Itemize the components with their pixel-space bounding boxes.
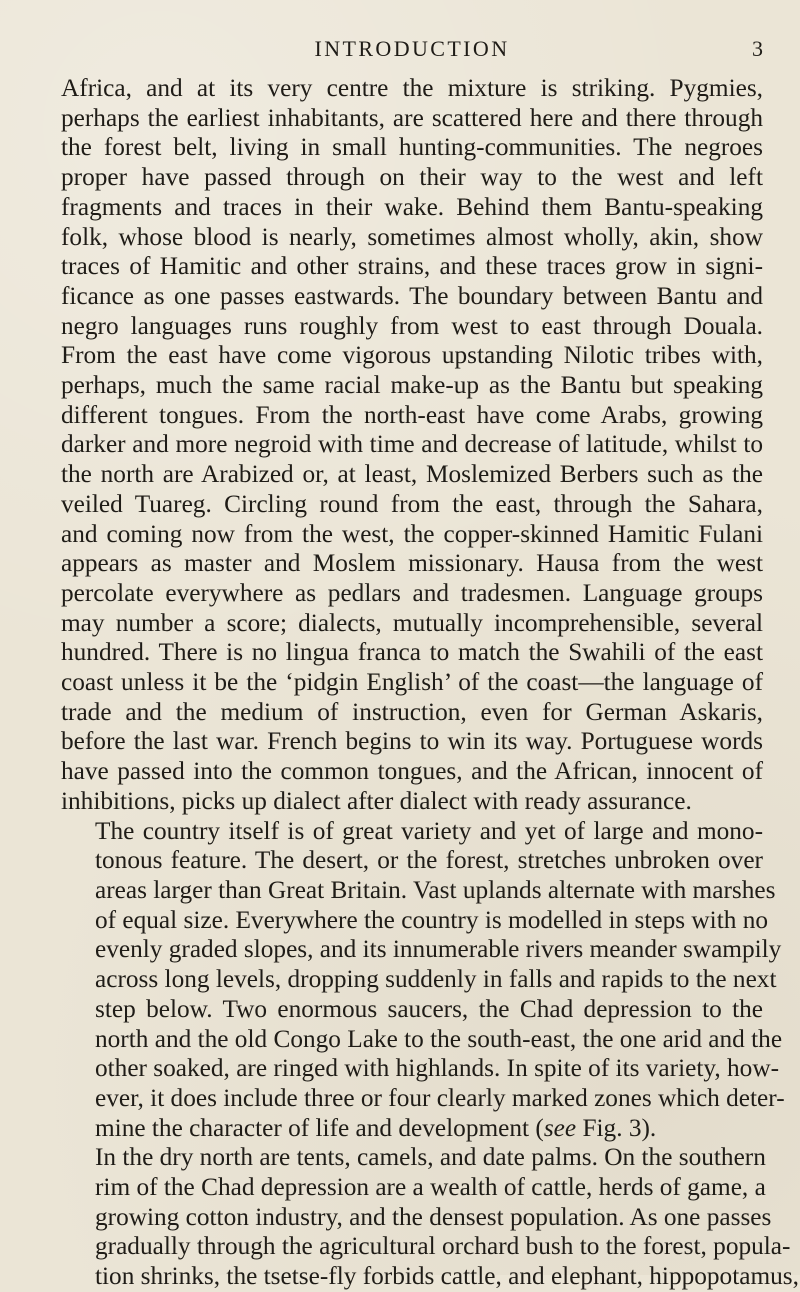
running-head	[61, 0, 763, 61]
text-line: may number a score; dialects, mutually incomprehensible, several	[61, 608, 763, 637]
text-line: gradually through the agricultural orchard bush to the forest, popula-	[95, 1232, 791, 1261]
text-line: traces of Hamitic and other strains, and these traces grow in signi-	[61, 252, 763, 281]
text-line: across long levels, dropping suddenly in falls and rapids to the next	[95, 965, 777, 994]
text-line: have passed into the common tongues, and the African, innocent of	[61, 757, 763, 786]
text-line: ever, it does include three or four clearly marked zones which deter-	[95, 1083, 785, 1112]
text-line: folk, whose blood is nearly, sometimes almost wholly, akin, show	[61, 222, 763, 251]
text-line: Africa, and at its very centre the mixture is striking. Pygmies,	[61, 74, 763, 102]
text-line: proper have passed through on their way to the west and left	[61, 163, 763, 192]
text-line: tonous feature. The desert, or the forest, stretches unbroken over	[95, 846, 763, 875]
text-line: growing cotton industry, and the densest population. As one passes	[95, 1202, 772, 1231]
text-line: inhibitions, picks up dialect after dialect with ready assurance.	[61, 786, 692, 815]
text-line: hundred. There is no lingua franca to match the Swahili of the east	[61, 638, 763, 667]
text-line: perhaps the earliest inhabitants, are scattered here and there through	[61, 103, 763, 132]
text-line: and coming now from the west, the copper-skinned Hamitic Fulani	[61, 519, 763, 548]
text-line: step below. Two enormous saucers, the Chad depression to the	[95, 994, 763, 1023]
running-title: INTRODUCTION	[314, 36, 510, 61]
text-line: ficance as one passes eastwards. The boundary between Bantu and	[61, 281, 763, 310]
text-line: perhaps, much the same racial make-up as the Bantu but speaking	[61, 371, 763, 400]
text-line: veiled Tuareg. Circling round from the east, through the Sahara,	[61, 489, 763, 518]
text-line: darker and more negroid with time and decrease of latitude, whilst to	[61, 430, 763, 459]
text-line: rim of the Chad depression are a wealth of cattle, herds of game, a	[95, 1173, 766, 1202]
text-line: trade and the medium of instruction, even for German Askaris,	[61, 697, 763, 726]
text-fragment: Fig. 3).	[576, 1113, 657, 1142]
text-line: areas larger than Great Britain. Vast uplands alternate with marshes	[95, 875, 776, 904]
text-line: percolate everywhere as pedlars and tradesmen. Language groups	[61, 578, 763, 607]
text-fragment: mine the character of life and development (	[95, 1113, 544, 1142]
paragraph-2	[61, 816, 785, 1144]
text-line: other soaked, are ringed with highlands. In spite of its variety, how-	[95, 1054, 780, 1083]
text-line: fragments and traces in their wake. Behind them Bantu-speaking	[61, 192, 763, 221]
text-line: the forest belt, living in small hunting-communities. The negroes	[61, 133, 763, 162]
text-line: The country itself is of great variety and yet of large and mono-	[95, 816, 763, 845]
text-line: coast unless it be the ‘pidgin English’ of the coast—the language of	[61, 668, 763, 697]
italic-reference-word: see	[543, 1113, 577, 1142]
text-line: negro languages runs roughly from west to east through Douala.	[61, 311, 763, 340]
text-line-with-reference	[61, 1114, 763, 1144]
text-line: In the dry north are tents, camels, and date palms. On the southern	[95, 1143, 766, 1172]
text-line: evenly graded slopes, and its innumerable rivers meander swampily	[95, 935, 782, 964]
page-number: 3	[752, 36, 763, 61]
text-line: the north are Arabized or, at least, Moslemized Berbers such as the	[61, 460, 763, 489]
text-line: tion shrinks, the tsetse-fly forbids cattle, and elephant, hippopotamus,	[95, 1262, 799, 1291]
text-line: of equal size. Everywhere the country is modelled in steps with no	[95, 905, 768, 934]
text-line: different tongues. From the north-east have come Arabs, growing	[61, 400, 763, 429]
text-line: From the east have come vigorous upstanding Nilotic tribes with,	[61, 341, 763, 370]
paragraph-1	[61, 74, 763, 817]
text-line: before the last war. French begins to win its way. Portuguese words	[61, 727, 763, 756]
text-line: north and the old Congo Lake to the south-east, the one arid and the	[95, 1024, 783, 1053]
paragraph-3	[61, 1143, 799, 1292]
body-text	[61, 74, 799, 1292]
text-line: appears as master and Moslem missionary. Hausa from the west	[61, 549, 763, 578]
